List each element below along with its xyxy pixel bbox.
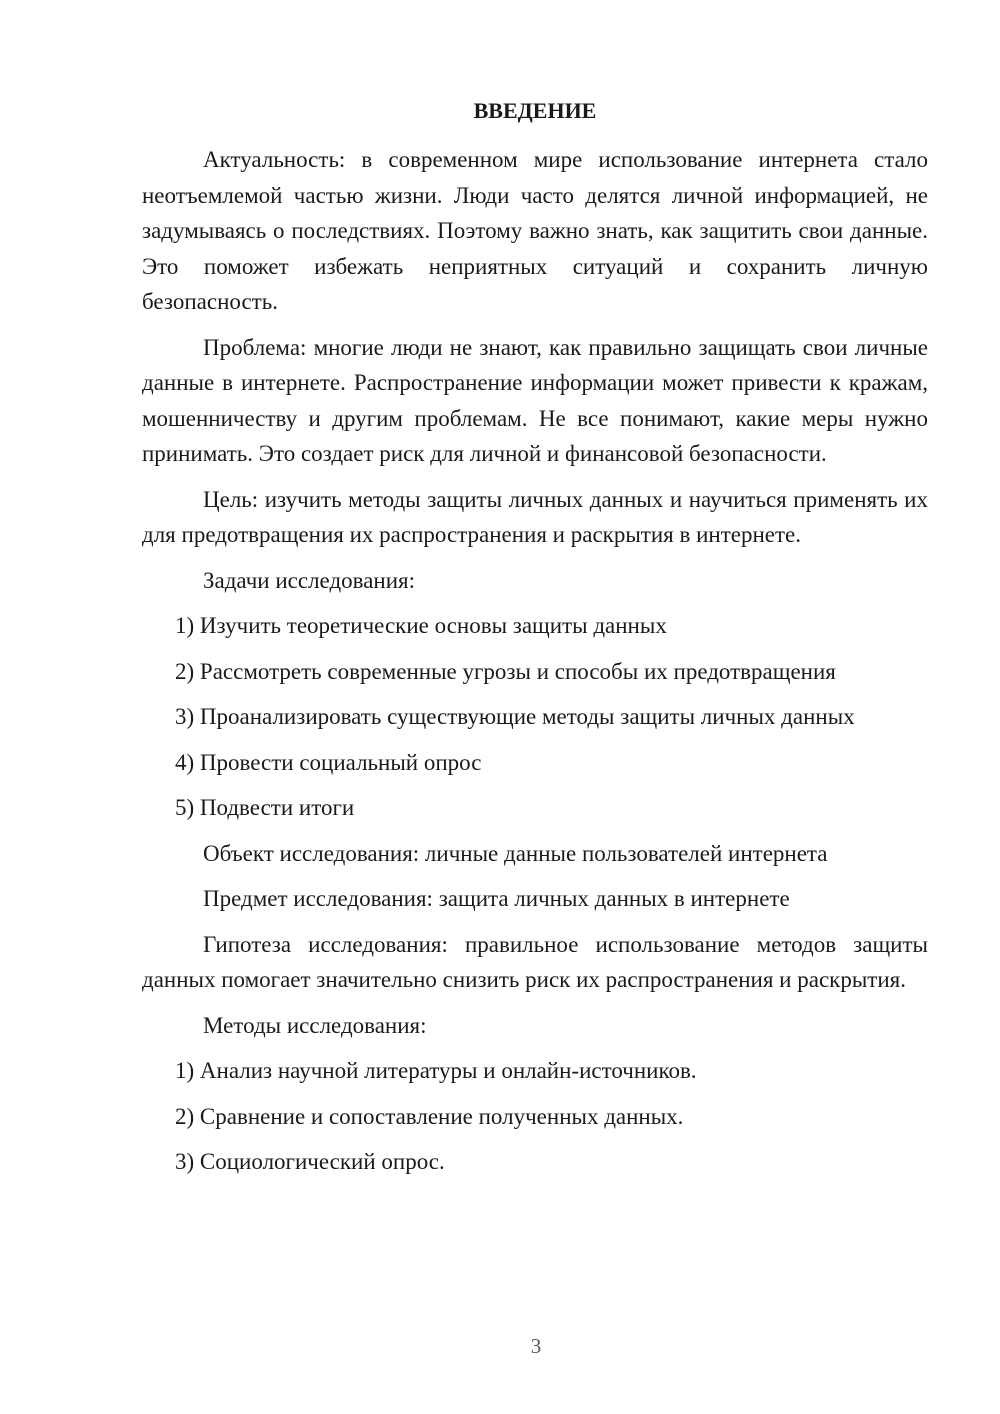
- method-item-3: 3) Социологический опрос.: [175, 1149, 445, 1174]
- hypothesis-paragraph: Гипотеза исследования: правильное использование методов защиты данных помогает значительно снизить риск их распространения и раскрытия.: [142, 931, 928, 992]
- document-body: [142, 142, 928, 1190]
- object-paragraph: Объект исследования: личные данные пользователей интернета: [203, 840, 828, 866]
- subject-paragraph: Предмет исследования: защита личных данных в интернете: [203, 886, 790, 911]
- methods-title: Методы исследования:: [203, 1012, 427, 1038]
- task-item-2: 2) Рассмотреть современные угрозы и способы их предотвращения: [175, 658, 836, 684]
- task-item-3: 3) Проанализировать существующие методы защиты личных данных: [175, 704, 855, 729]
- task-item-4: 4) Провести социальный опрос: [175, 749, 482, 775]
- task-item-5: 5) Подвести итоги: [175, 795, 355, 820]
- page-number: 3: [530, 1334, 542, 1358]
- task-item-1: 1) Изучить теоретические основы защиты данных: [175, 613, 667, 638]
- relevance-paragraph: Актуальность: в современном мире использование интернета стало неотъемлемой частью жизни. Люди часто делятся личной информацией, не задумываясь о последствиях. Поэтому важно знать, как защитить свои данные. Это поможет избежать неприятных ситуаций и сохранить личную безопасность.: [142, 147, 928, 314]
- goal-paragraph: Цель: изучить методы защиты личных данных и научиться применять их для предотвращения их распространения и раскрытия в интернете.: [142, 486, 928, 547]
- method-item-1: 1) Анализ научной литературы и онлайн-источников.: [175, 1058, 697, 1083]
- page-title: ВВЕДЕНИЕ: [473, 98, 597, 123]
- problem-paragraph: Проблема: многие люди не знают, как правильно защищать свои личные данные в интернете. Распространение информации может привести к кражам, мошенничеству и другим проблемам. Не все понимают, какие меры нужно принимать. Это создает риск для личной и финансовой безопасности.: [142, 334, 928, 466]
- tasks-title: Задачи исследования:: [203, 567, 416, 593]
- method-item-2: 2) Сравнение и сопоставление полученных данных.: [175, 1103, 684, 1129]
